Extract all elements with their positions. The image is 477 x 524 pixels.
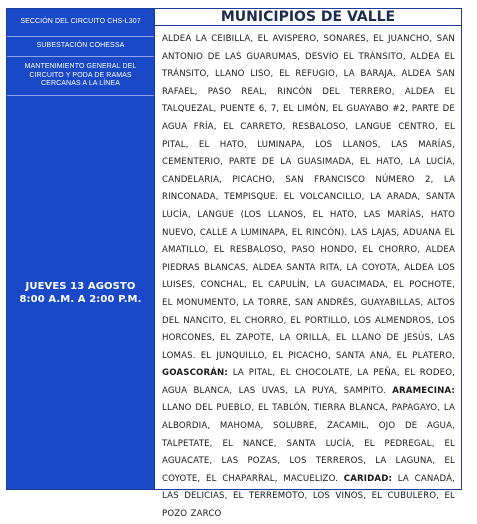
schedule-table — [6, 8, 462, 520]
aramecina-label: ARAMECINA: — [392, 385, 455, 396]
schedule-info-column — [7, 9, 155, 489]
caridad-areas: LA CANADÁ, LAS DELICIAS, EL TERREMOTO, LOS VINOS, EL CUBULERO, EL POZO ZARCO — [162, 473, 455, 520]
page-title: MUNICIPIOS DE VALLE — [155, 9, 461, 26]
schedule-date: JUEVES 13 AGOSTO — [25, 280, 136, 292]
schedule-time: 8:00 A.M. A 2:00 P.M. — [19, 293, 142, 305]
goascoran-label: GOASCORÁN: — [162, 368, 228, 379]
affected-areas-list — [155, 26, 461, 524]
circuit-section: SECCIÓN DEL CIRCUITO CHS-L307 — [7, 9, 154, 37]
maintenance-description: MANTENIMIENTO GENERAL DEL CIRCUITO Y PODA DE RAMAS CERCANAS A LA LÍNEA — [7, 57, 154, 96]
caridad-label: CARIDAD: — [343, 473, 393, 484]
goascoran-areas: LA PITAL, EL CHOCOLATE, LA PEÑA, EL RODEO, AGUA BLANCA, LAS UVAS, LA PUYA, SAMPITO. — [162, 368, 455, 396]
substation-name: SUBESTACIÓN COHESSA — [7, 37, 154, 57]
aramecina-areas: LLANO DEL PUEBLO, EL TABLÓN, TIERRA BLANCA, PAPAGAYO, LA ALBORDIA, MAHOMA, SOLUBRE, ZACAMIL, OJO DE AGUA, TALPETATE, EL NANCE, SANTA LUCÍA, EL PEDREGAL, EL AGUACATE, LAS POZAS, LOS TERREROS, LA LAGUNA, EL COYOTE, EL CHAPARRAL, MACUELIZO. — [162, 403, 455, 484]
municipalities-column — [155, 9, 461, 520]
valle-areas: ALDEA LA CEIBILLA, EL AVISPERO, SONARES, EL JUANCHO, SAN ANTONIO DE LAS GUARUMAS, DESVÍO EL TRÁNSITO, ALDEA EL TRÁNSITO, LLANO LISO, EL REFUGIO, LA BARAJA, ALDEA SAN RAFAEL, PASO REAL, RINCÓN DEL TERRERO, ALDEA EL TALQUEZAL, PUENTE 6, 7, EL LIMÓN, EL GUAYABO #2, PARTE DE AGUA FRÍA, EL CARRETO, RESBALOSO, LANGUE CENTRO, EL PITAL, EL HATO, LUMINAPA, LOS LLANOS, LAS MARÍAS, CEMENTERIO, PARTE DE LA GUASIMADA, EL HATO, LA LUCÍA, CANDELARIA, PICACHO, SAN FRANCISCO NÚMERO 2, LA RINCONADA, TEMPISQUE. EL VOLCANCILLO, LA ARADA, SANTA LUCÍA, LANGUE (LOS LLANOS, EL HATO, LAS MARÍAS, HATO NUEVO, CALLE A LUMINAPA, EL RINCÓN). LAS LAJAS, ADUANA EL AMATILLO, EL RESBALOSO, PASO HONDO, EL CHORRO, ALDEA PIEDRAS BLANCAS, ALDEA SANTA RITA, LA COYOTA, ALDEA LOS LUISES, CONCHAL, EL CAPULÍN, LA GUACIMADA, EL POCHOTE, EL MONUMENTO, LA TORRE, SAN ANDRÉS, GUAYABILLAS, ALTOS DEL NANCITO, EL CHORRO, EL PORTILLO, LOS ALMENDROS, LOS HORCONES, EL ZAPOTE, LA ORILLA, EL LLANO DE JESÚS, LAS LOMAS. EL JUNQUILLO, EL PICACHO, SANTA ANA, EL PLATERO, — [162, 34, 455, 361]
schedule-datetime — [7, 96, 154, 489]
